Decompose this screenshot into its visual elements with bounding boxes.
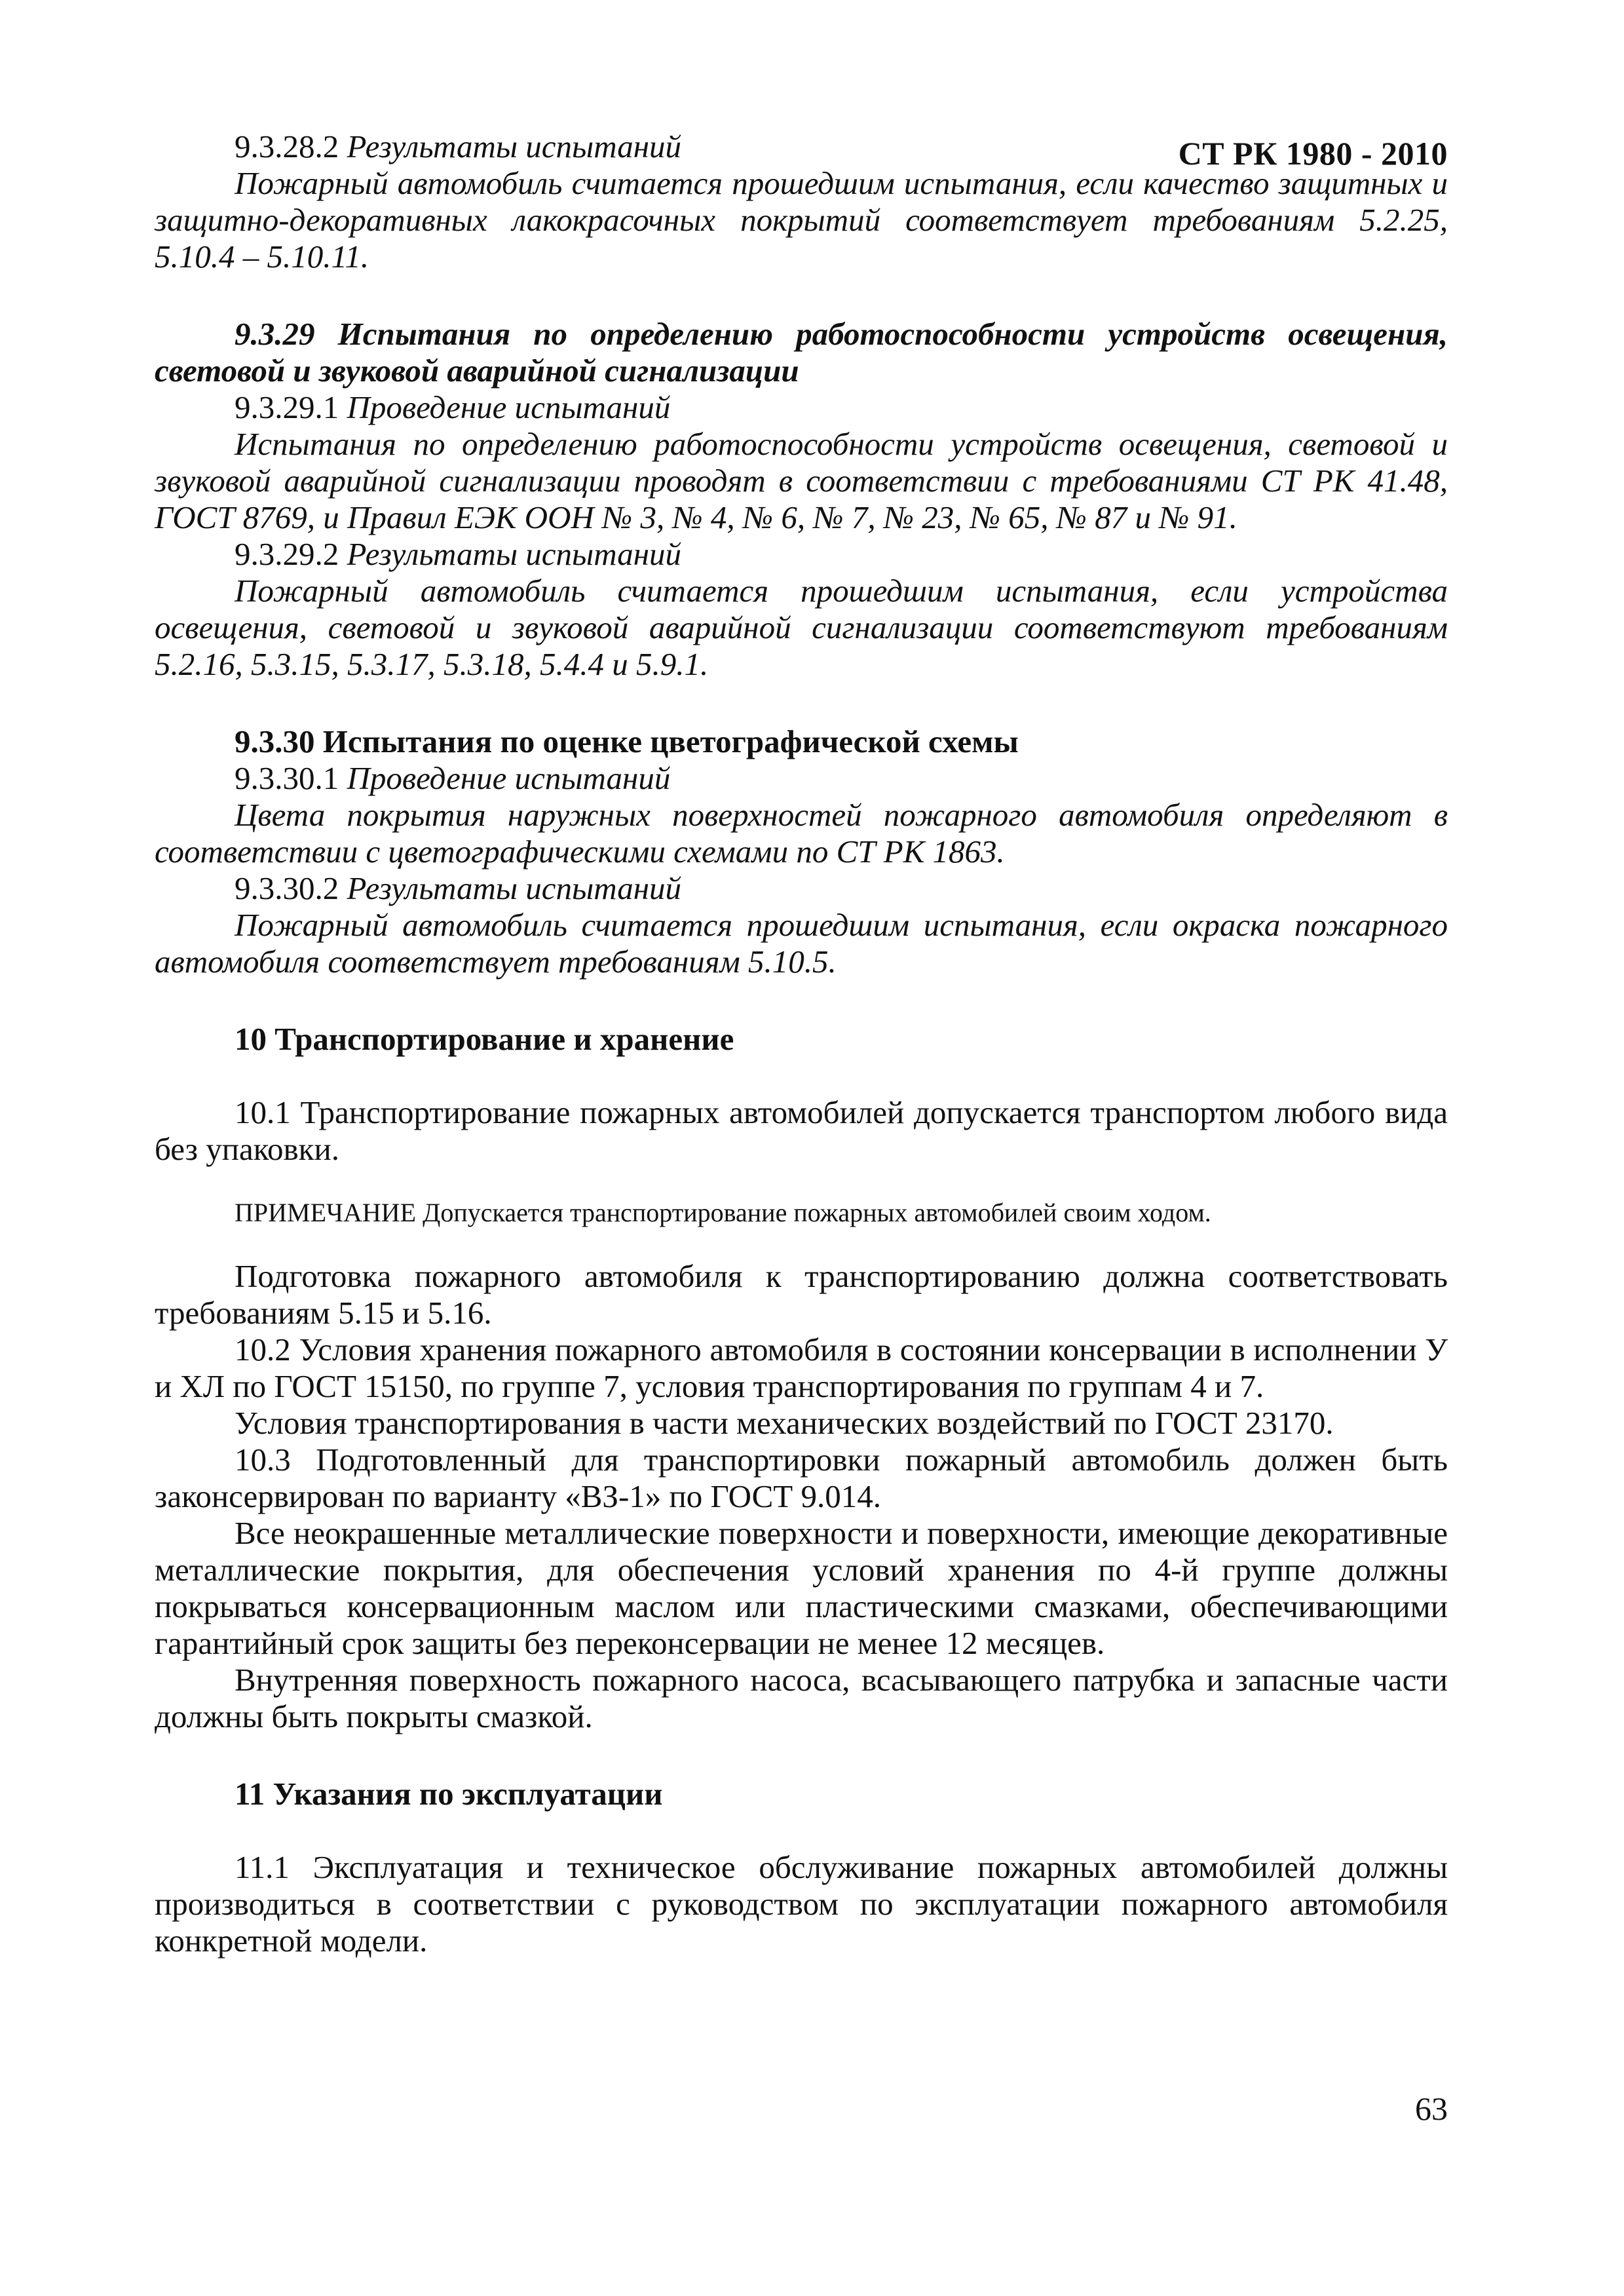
subsection-9-3-30-1-title xyxy=(155,760,1448,797)
section-9-3-29-heading: 9.3.29 Испытания по определению работоспособности устройств освещения, световой и звуковой аварийной сигнализации xyxy=(155,316,1448,389)
paragraph-11-1: 11.1 Эксплуатация и техническое обслуживание пожарных автомобилей должны производиться в соответствии с руководством по эксплуатации пожарного автомобиля конкретной модели. xyxy=(155,1849,1448,1959)
section-11-heading: 11 Указания по эксплуатации xyxy=(235,1776,663,1812)
paragraph-inner-surface: Внутренняя поверхность пожарного насоса, всасывающего патрубка и запасные части должны быть покрыты смазкой. xyxy=(155,1662,1448,1734)
paragraph-9-3-28-2-text: Пожарный автомобиль считается прошедшим испытания, если качество защитных и защитно-декоративных лакокрасочных покрытий соответствует требованиям 5.2.25, 5.10.4 – 5.10.11. xyxy=(155,165,1448,275)
subsection-title: Проведение испытаний xyxy=(347,389,671,425)
subsection-title: Результаты испытаний xyxy=(347,128,682,164)
paragraph-9-3-29-1-text: Испытания по определению работоспособности устройств освещения, световой и звуковой аварийной сигнализации проводят в соответствии с требованиями СТ РК 41.48, ГОСТ 8769, и Правил ЕЭК ООН № 3, № 4, № 6, № 7, № 23, № 65, № 87 и № 91. xyxy=(155,426,1448,535)
subsection-title: Результаты испытаний xyxy=(347,536,682,572)
subsection-9-3-29-1-title xyxy=(155,389,1448,426)
subsection-number: 9.3.30.2 xyxy=(235,870,339,906)
paragraph-9-3-30-1-text: Цвета покрытия наружных поверхностей пожарного автомобиля определяют в соответствии с цветографическими схемами по СТ РК 1863. xyxy=(155,797,1448,870)
paragraph-10-1: 10.1 Транспортирование пожарных автомобилей допускается транспортом любого вида без упаковки. xyxy=(155,1094,1448,1167)
subsection-9-3-29-2-title xyxy=(155,536,1448,573)
subsection-title: Результаты испытаний xyxy=(347,870,682,906)
paragraph-metal-surfaces: Все неокрашенные металлические поверхности и поверхности, имеющие декоративные металлические покрытия, для обеспечения условий хранения по 4-й группе должны покрываться консервационным маслом или пластическими смазками, обеспечивающими гарантийный срок защиты без переконсервации не менее 12 месяцев. xyxy=(155,1515,1448,1661)
subsection-title: Проведение испытаний xyxy=(347,760,671,796)
page-content xyxy=(155,128,1448,1959)
paragraph-10-3: 10.3 Подготовленный для транспортировки пожарный автомобиль должен быть законсервирован по варианту «ВЗ-1» по ГОСТ 9.014. xyxy=(155,1442,1448,1514)
paragraph-9-3-29-2-text: Пожарный автомобиль считается прошедшим испытания, если устройства освещения, световой и звуковой аварийной сигнализации соответствуют требованиям 5.2.16, 5.3.15, 5.3.17, 5.3.18, 5.4.4 и 5.9.1. xyxy=(155,573,1448,682)
section-9-3-30-heading: 9.3.30 Испытания по оценке цветографической схемы xyxy=(235,723,1019,759)
subsection-number: 9.3.29.2 xyxy=(235,536,339,572)
paragraph-mechanical: Условия транспортирования в части механических воздействий по ГОСТ 23170. xyxy=(235,1405,1334,1441)
paragraph-9-3-30-2-text: Пожарный автомобиль считается прошедшим испытания, если окраска пожарного автомобиля соответствует требованиям 5.10.5. xyxy=(155,907,1448,980)
paragraph-preparation: Подготовка пожарного автомобиля к транспортированию должна соответствовать требованиям 5.15 и 5.16. xyxy=(155,1258,1448,1331)
subsection-number: 9.3.29.1 xyxy=(235,389,339,425)
subsection-9-3-30-2-title xyxy=(155,870,1448,907)
document-code: СТ РК 1980 - 2010 xyxy=(1178,135,1448,172)
subsection-9-3-28-2-title xyxy=(155,128,1448,165)
subsection-number: 9.3.30.1 xyxy=(235,760,339,796)
paragraph-10-2: 10.2 Условия хранения пожарного автомобиля в состоянии консервации в исполнении У и ХЛ по ГОСТ 15150, по группе 7, условия транспортирования по группам 4 и 7. xyxy=(155,1331,1448,1404)
page-number: 63 xyxy=(1415,2090,1448,2127)
section-10-heading: 10 Транспортирование и хранение xyxy=(235,1021,734,1057)
note: ПРИМЕЧАНИЕ Допускается транспортирование пожарных автомобилей своим ходом. xyxy=(235,1198,1211,1227)
subsection-number: 9.3.28.2 xyxy=(235,128,339,164)
